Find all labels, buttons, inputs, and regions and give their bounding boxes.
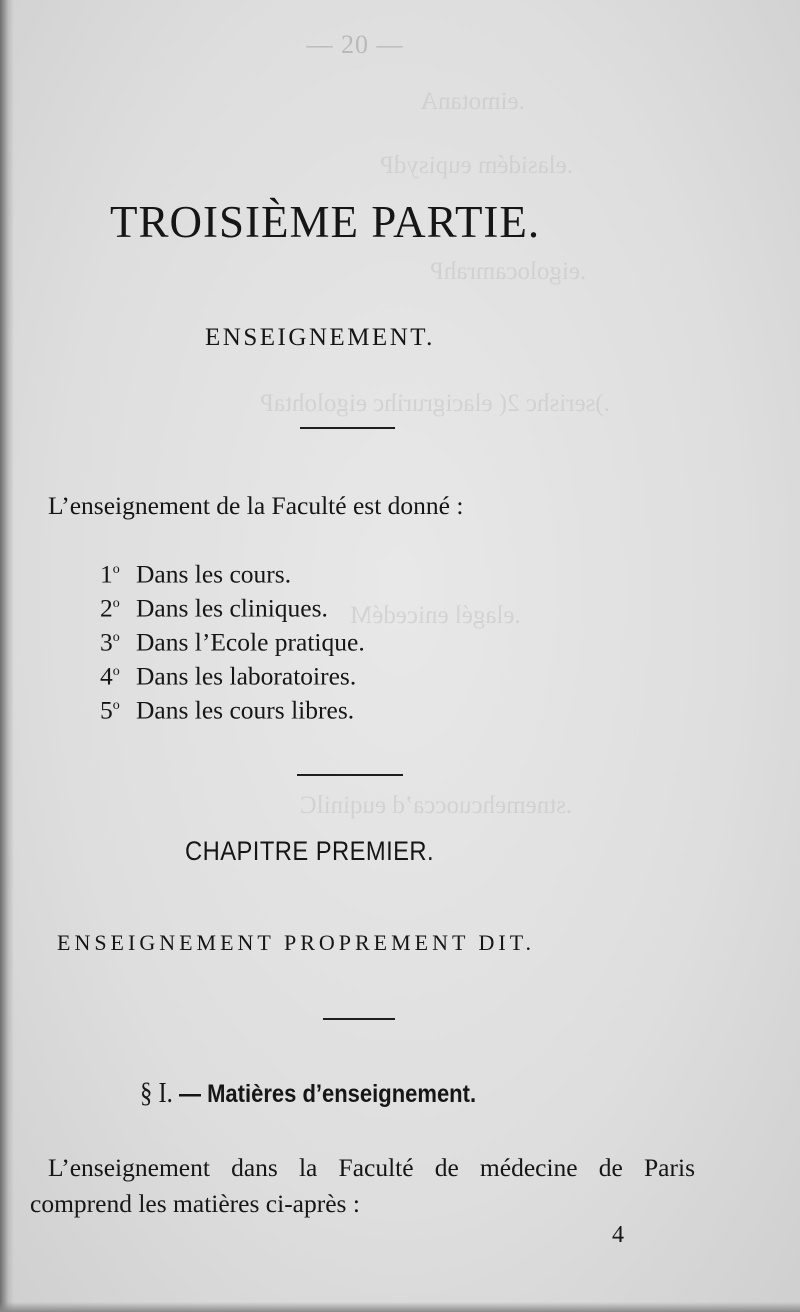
section-title: TROISIÈME PARTIE. xyxy=(110,197,541,247)
teaching-list xyxy=(100,553,365,723)
divider-rule xyxy=(297,774,403,776)
list-item-text: Dans l’Ecole pratique. xyxy=(136,627,365,657)
list-item xyxy=(100,587,365,621)
list-item-text: Dans les cliniques. xyxy=(136,593,328,623)
list-item-text: Dans les cours libres. xyxy=(136,695,355,725)
bleed-through-text: .elagél enicedéM xyxy=(350,602,521,629)
bleed-through-text: .eigolocamrahP xyxy=(430,258,587,285)
page-edge-left xyxy=(0,0,14,1312)
bleed-through-text: .elasidém eupisydP xyxy=(380,152,574,179)
subchapter-heading: ENSEIGNEMENT PROPREMENT DIT. xyxy=(57,930,536,955)
paragraph-heading xyxy=(140,1078,476,1110)
list-item-text: Dans les laboratoires. xyxy=(136,661,357,691)
list-item xyxy=(100,689,365,723)
list-number: 1$^o$ xyxy=(100,559,120,589)
list-number: 3$^o$ xyxy=(100,627,120,657)
list-item xyxy=(100,621,365,655)
list-number: 5$^o$ xyxy=(100,695,120,725)
page-folio: — 20 — xyxy=(306,30,404,59)
section-symbol: § I. xyxy=(140,1078,173,1109)
bleed-through-text: .)serishc 2( elacigrurihc eigolohtaP xyxy=(260,390,610,417)
list-number: 4$^o$ xyxy=(100,661,120,691)
intro-sentence: L’enseignement de la Faculté est donné : xyxy=(48,491,464,520)
list-item-text: Dans les cours. xyxy=(136,559,292,589)
body-paragraph: L’enseignement dans la Faculté de médecine de Paris comprend les matières ci-après : xyxy=(30,1153,695,1218)
divider-rule xyxy=(323,1018,395,1020)
chapter-heading: CHAPITRE PREMIER. xyxy=(185,836,435,866)
divider-rule xyxy=(300,427,395,429)
list-item xyxy=(100,655,365,689)
bleed-through-text: .eimotanA xyxy=(420,88,525,115)
bleed-through-text: .stnemehcuocca’d euqinilC xyxy=(300,792,573,819)
signature-mark: 4 xyxy=(612,1222,624,1248)
paragraph-title: — Matières d’enseignement. xyxy=(178,1080,477,1108)
list-item xyxy=(100,553,365,587)
list-number: 2$^o$ xyxy=(100,593,120,623)
page-edge-bottom xyxy=(0,1302,800,1312)
section-subtitle: ENSEIGNEMENT. xyxy=(205,324,435,351)
